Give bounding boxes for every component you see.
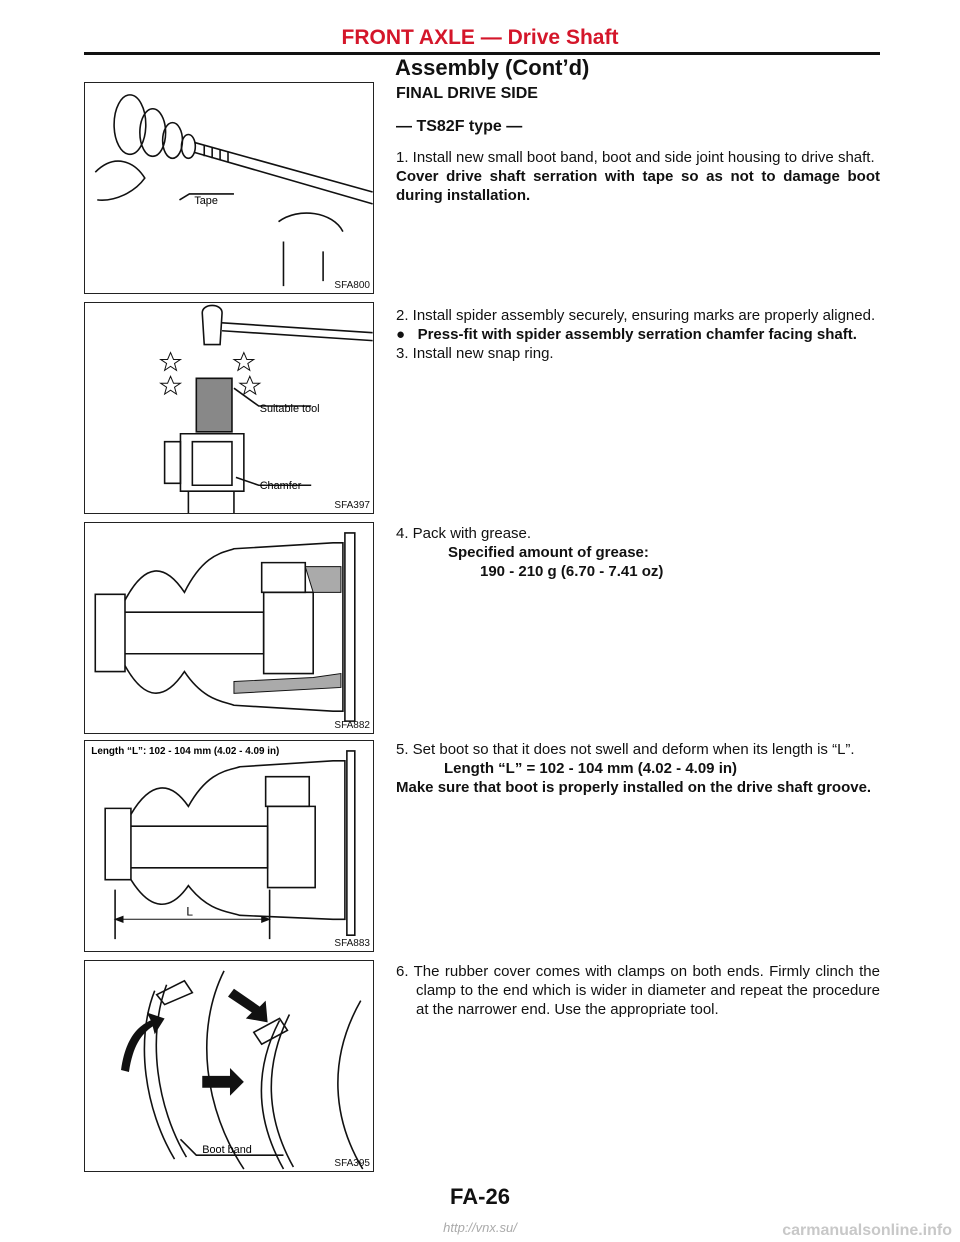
length-spec: Length “L” = 102 - 104 mm (4.02 - 4.09 in): [444, 760, 738, 777]
figure-tape-drawing: [85, 83, 373, 293]
step-6: 6. The rubber cover comes with clamps on both ends. Firmly clinch the clamp to the end which is wider in diameter and repeat the procedure at the narrower end. Use the appropriate tool.: [396, 963, 880, 1018]
note-step-5: Make sure that boot is properly installed on the drive shaft groove.: [396, 779, 872, 796]
header-title: FRONT AXLE — Drive Shaft: [341, 26, 619, 49]
figure-boot-length: [84, 740, 374, 952]
text-block-step6: [396, 962, 880, 1019]
step-4: 4. Pack with grease.: [396, 525, 532, 542]
bullet-icon: ●: [396, 326, 406, 343]
spec-label: Specified amount of grease:: [448, 544, 649, 561]
text-block-step2: [396, 306, 880, 363]
figure-boot-band-drawing: [85, 961, 373, 1171]
text-block-step4: [396, 524, 880, 581]
step-5: 5. Set boot so that it does not swell and deform when its length is “L”.: [396, 741, 855, 758]
step-2: [396, 306, 880, 325]
bullet-text: Press-fit with spider assembly serration chamfer facing shaft.: [417, 326, 857, 343]
text-block-step1: [396, 84, 880, 205]
footer-url-link[interactable]: http://vnx.su/: [443, 1220, 517, 1235]
section-title: Assembly (Cont’d): [395, 55, 590, 80]
figure-suitable-tool: [84, 302, 374, 514]
spec-value: 190 - 210 g (6.70 - 7.41 oz): [480, 563, 664, 580]
bullet-chamfer: [396, 325, 880, 344]
heading-ts82f-type: — TS82F type —: [396, 118, 523, 135]
figure-grease-pack: [84, 522, 374, 734]
figure-code: SFA883: [334, 938, 370, 949]
figure-code: SFA397: [334, 500, 370, 511]
heading-final-drive-side: FINAL DRIVE SIDE: [396, 85, 538, 102]
step-3: 3. Install new snap ring.: [396, 345, 554, 362]
figure-suitable-tool-drawing: [85, 303, 373, 513]
watermark: carmanualsonline.info: [782, 1222, 952, 1239]
figure-tape: [84, 82, 374, 294]
figure-code: SFA882: [334, 720, 370, 731]
figure-tape-label: Tape: [194, 194, 218, 207]
figure-boot-band-label: Boot band: [202, 1144, 252, 1157]
figure-grease-pack-drawing: [85, 523, 373, 733]
figure-code: SFA800: [334, 280, 370, 291]
page-number: FA-26: [450, 1184, 510, 1209]
figure-suitable-tool-label: Suitable tool: [259, 402, 320, 415]
figure-chamfer-label: Chamfer: [259, 480, 302, 493]
figure-boot-band: [84, 960, 374, 1172]
figure-boot-length-drawing: [85, 741, 373, 951]
figure-code: SFA395: [334, 1158, 370, 1169]
text-block-step5: [396, 740, 880, 797]
step-2-text: 2. Install spider assembly securely, ensuring marks are properly aligned.: [396, 307, 876, 324]
note-step-1: Cover drive shaft serration with tape so as not to damage boot during installation.: [396, 168, 880, 204]
figure-length-label: Length “L”: 102 - 104 mm (4.02 - 4.09 in): [91, 745, 280, 757]
step-1: 1. Install new small boot band, boot and side joint housing to drive shaft.: [396, 149, 875, 166]
figure-l-marker: L: [186, 904, 194, 919]
